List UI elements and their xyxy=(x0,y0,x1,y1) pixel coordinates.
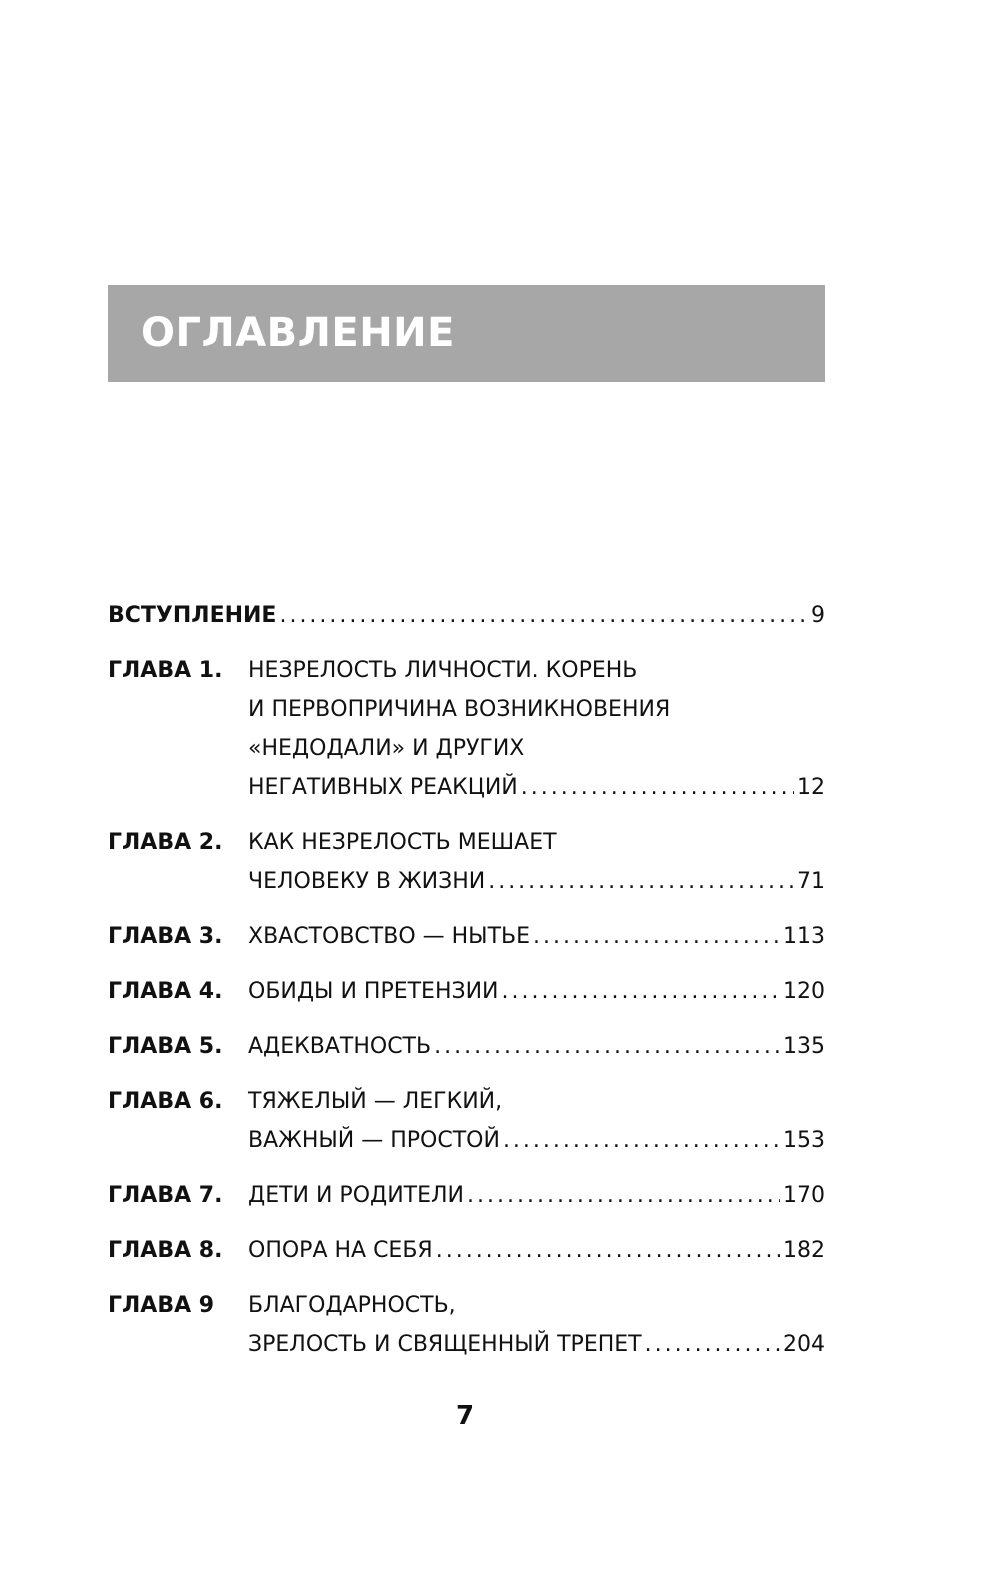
chapter-title-line: НЕГАТИВНЫХ РЕАКЦИЙ xyxy=(248,775,518,800)
toc-entry-chapter-7[interactable] xyxy=(108,1176,825,1215)
dot-leader xyxy=(533,917,780,956)
chapter-title-line: ОБИДЫ И ПРЕТЕНЗИИ xyxy=(248,979,499,1004)
dot-leader xyxy=(645,1325,780,1364)
chapter-title-line: АДЕКВАТНОСТЬ xyxy=(248,1034,432,1059)
chapter-page: 135 xyxy=(783,1034,825,1059)
chapter-page: 204 xyxy=(783,1332,825,1357)
chapter-title-line: ТЯЖЕЛЫЙ — ЛЕГКИЙ, xyxy=(248,1089,503,1114)
page-title: ОГЛАВЛЕНИЕ xyxy=(141,310,455,356)
title-banner xyxy=(108,285,825,382)
intro-label: ВСТУПЛЕНИЕ xyxy=(108,603,277,628)
chapter-page: 71 xyxy=(797,869,825,894)
chapter-title-line: ОПОРА НА СЕБЯ xyxy=(248,1238,433,1263)
page-number: 7 xyxy=(455,1401,475,1431)
toc-entry-chapter-8[interactable] xyxy=(108,1231,825,1270)
toc-entry-chapter-2[interactable] xyxy=(108,823,825,901)
chapter-title-line: КАК НЕЗРЕЛОСТЬ МЕШАЕТ xyxy=(248,830,557,855)
toc-entry-intro[interactable] xyxy=(108,596,825,635)
chapter-page: 113 xyxy=(783,924,825,949)
dot-leader xyxy=(467,1176,780,1215)
toc-entry-chapter-6[interactable] xyxy=(108,1082,825,1160)
chapter-page: 170 xyxy=(783,1183,825,1208)
chapter-title-line: ЗРЕЛОСТЬ И СВЯЩЕННЫЙ ТРЕПЕТ xyxy=(248,1332,642,1357)
dot-leader xyxy=(436,1231,780,1270)
chapter-title-line: ДЕТИ И РОДИТЕЛИ xyxy=(248,1183,464,1208)
chapter-page: 182 xyxy=(783,1238,825,1263)
dot-leader xyxy=(434,1027,780,1066)
chapter-title-line: ВАЖНЫЙ — ПРОСТОЙ xyxy=(248,1128,500,1153)
table-of-contents xyxy=(108,596,825,1380)
chapter-title-line: «НЕДОДАЛИ» И ДРУГИХ xyxy=(248,736,525,761)
dot-leader xyxy=(521,768,794,807)
dot-leader xyxy=(502,972,780,1011)
chapter-title-line: НЕЗРЕЛОСТЬ ЛИЧНОСТИ. КОРЕНЬ xyxy=(248,658,638,683)
chapter-label: ГЛАВА 5. xyxy=(108,1034,223,1059)
chapter-label: ГЛАВА 8. xyxy=(108,1238,223,1263)
dot-leader xyxy=(503,1121,780,1160)
chapter-label: ГЛАВА 1. xyxy=(108,658,223,683)
chapter-page: 153 xyxy=(783,1128,825,1153)
toc-entry-chapter-1[interactable] xyxy=(108,651,825,807)
intro-page: 9 xyxy=(811,603,825,628)
chapter-label: ГЛАВА 4. xyxy=(108,979,223,1004)
toc-entry-chapter-3[interactable] xyxy=(108,917,825,956)
chapter-label: ГЛАВА 2. xyxy=(108,830,223,855)
chapter-label: ГЛАВА 9 xyxy=(108,1293,215,1318)
chapter-label: ГЛАВА 7. xyxy=(108,1183,223,1208)
chapter-label: ГЛАВА 6. xyxy=(108,1089,223,1114)
chapter-title-line: БЛАГОДАРНОСТЬ, xyxy=(248,1293,456,1318)
toc-entry-chapter-5[interactable] xyxy=(108,1027,825,1066)
chapter-label: ГЛАВА 3. xyxy=(108,924,223,949)
toc-entry-chapter-4[interactable] xyxy=(108,972,825,1011)
chapter-title-line: ЧЕЛОВЕКУ В ЖИЗНИ xyxy=(248,869,486,894)
chapter-page: 120 xyxy=(783,979,825,1004)
dot-leader xyxy=(488,862,794,901)
chapter-title-line: И ПЕРВОПРИЧИНА ВОЗНИКНОВЕНИЯ xyxy=(248,697,671,722)
toc-entry-chapter-9[interactable] xyxy=(108,1286,825,1364)
chapter-page: 12 xyxy=(797,775,825,800)
chapter-title-line: ХВАСТОВСТВО — НЫТЬЕ xyxy=(248,924,531,949)
dot-leader xyxy=(279,596,808,635)
